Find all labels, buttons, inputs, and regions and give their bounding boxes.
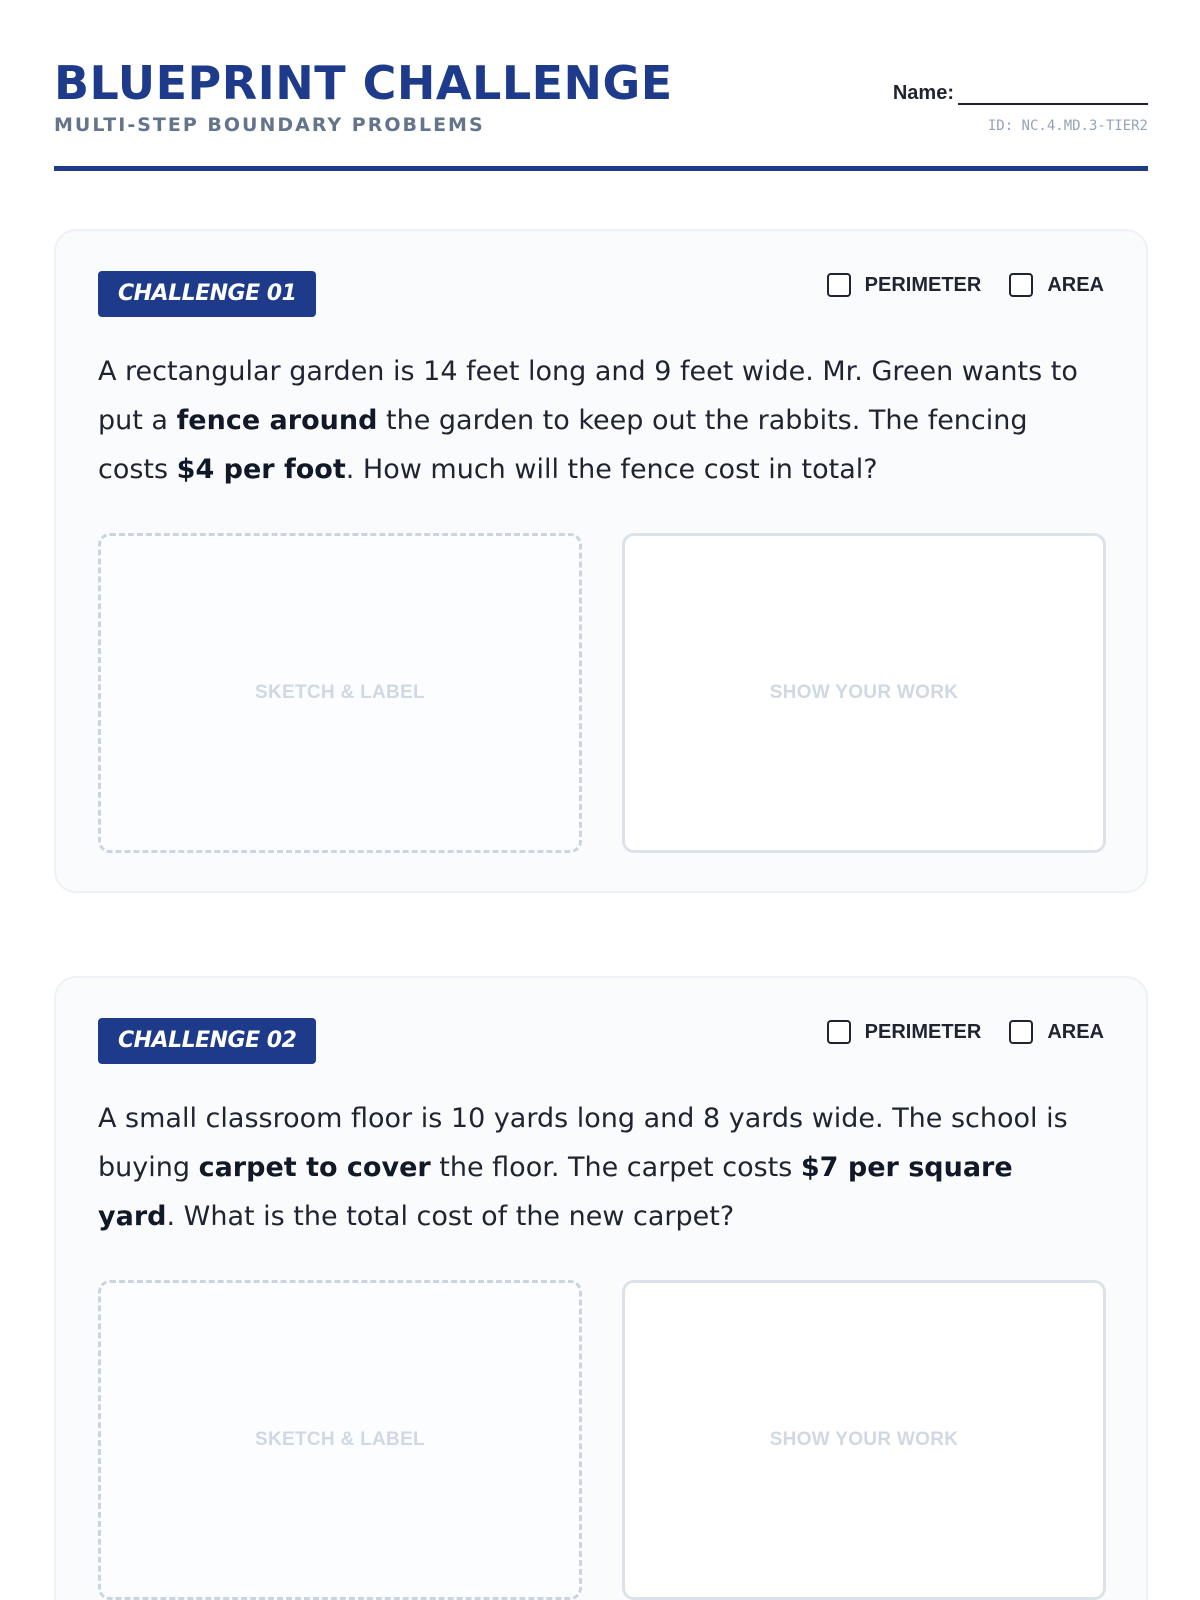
problem-text-part: A small classroom floor is 10 yards long and 8 yards wide. The school is buying — [98, 1103, 1068, 1183]
challenge-card-01 — [54, 229, 1148, 893]
problem-emphasis: carpet to cover — [198, 1152, 431, 1183]
name-row — [893, 82, 1148, 105]
sketch-area[interactable] — [98, 533, 582, 853]
challenge-badge: CHALLENGE 01 — [98, 271, 316, 317]
problem-text-part: . How much will the fence cost in total? — [345, 454, 878, 485]
option-label: PERIMETER — [864, 1020, 982, 1043]
document-id: ID: NC.4.MD.3-TIER2 — [987, 118, 1148, 134]
name-field[interactable] — [958, 83, 1148, 105]
header-divider — [54, 166, 1148, 171]
problem-text — [98, 347, 1098, 494]
name-label: Name: — [892, 82, 954, 104]
worksheet-header — [54, 54, 1148, 174]
sketch-area[interactable] — [98, 1280, 582, 1600]
challenge-options — [799, 1020, 1104, 1044]
option-label: AREA — [1047, 273, 1104, 296]
problem-text-part: the garden to keep out the rabbits. The fencing costs — [98, 405, 1028, 485]
area-checkbox[interactable] — [1009, 273, 1033, 297]
option-area[interactable] — [1009, 273, 1104, 297]
option-area[interactable] — [1009, 1020, 1104, 1044]
option-label: PERIMETER — [864, 273, 982, 296]
problem-text-part: . What is the total cost of the new carpet? — [166, 1201, 735, 1232]
work-area-label: SHOW YOUR WORK — [769, 1429, 959, 1450]
option-perimeter[interactable] — [827, 1020, 982, 1044]
page-title: BLUEPRINT CHALLENGE — [54, 56, 673, 110]
perimeter-checkbox[interactable] — [827, 1020, 851, 1044]
problem-text-part: the floor. The carpet costs — [430, 1152, 801, 1183]
perimeter-checkbox[interactable] — [827, 273, 851, 297]
problem-emphasis: $4 per foot — [176, 454, 346, 485]
problem-text — [98, 1094, 1098, 1241]
page-subtitle: MULTI-STEP BOUNDARY PROBLEMS — [54, 114, 485, 136]
sketch-area-label: SKETCH & LABEL — [255, 682, 425, 703]
challenge-badge: CHALLENGE 02 — [98, 1018, 316, 1064]
challenge-options — [799, 273, 1104, 297]
sketch-area-label: SKETCH & LABEL — [255, 1429, 425, 1450]
work-area-label: SHOW YOUR WORK — [769, 682, 959, 703]
option-label: AREA — [1047, 1020, 1104, 1043]
work-area[interactable] — [622, 1280, 1106, 1600]
area-checkbox[interactable] — [1009, 1020, 1033, 1044]
challenge-card-02 — [54, 976, 1148, 1600]
problem-text-part: A rectangular garden is 14 feet long and 9 feet wide. Mr. Green wants to put a — [98, 356, 1078, 436]
problem-emphasis: fence around — [176, 405, 378, 436]
work-area[interactable] — [622, 533, 1106, 853]
problem-emphasis: $7 per square yard — [98, 1152, 1013, 1232]
worksheet-page — [54, 0, 1148, 1600]
option-perimeter[interactable] — [827, 273, 982, 297]
